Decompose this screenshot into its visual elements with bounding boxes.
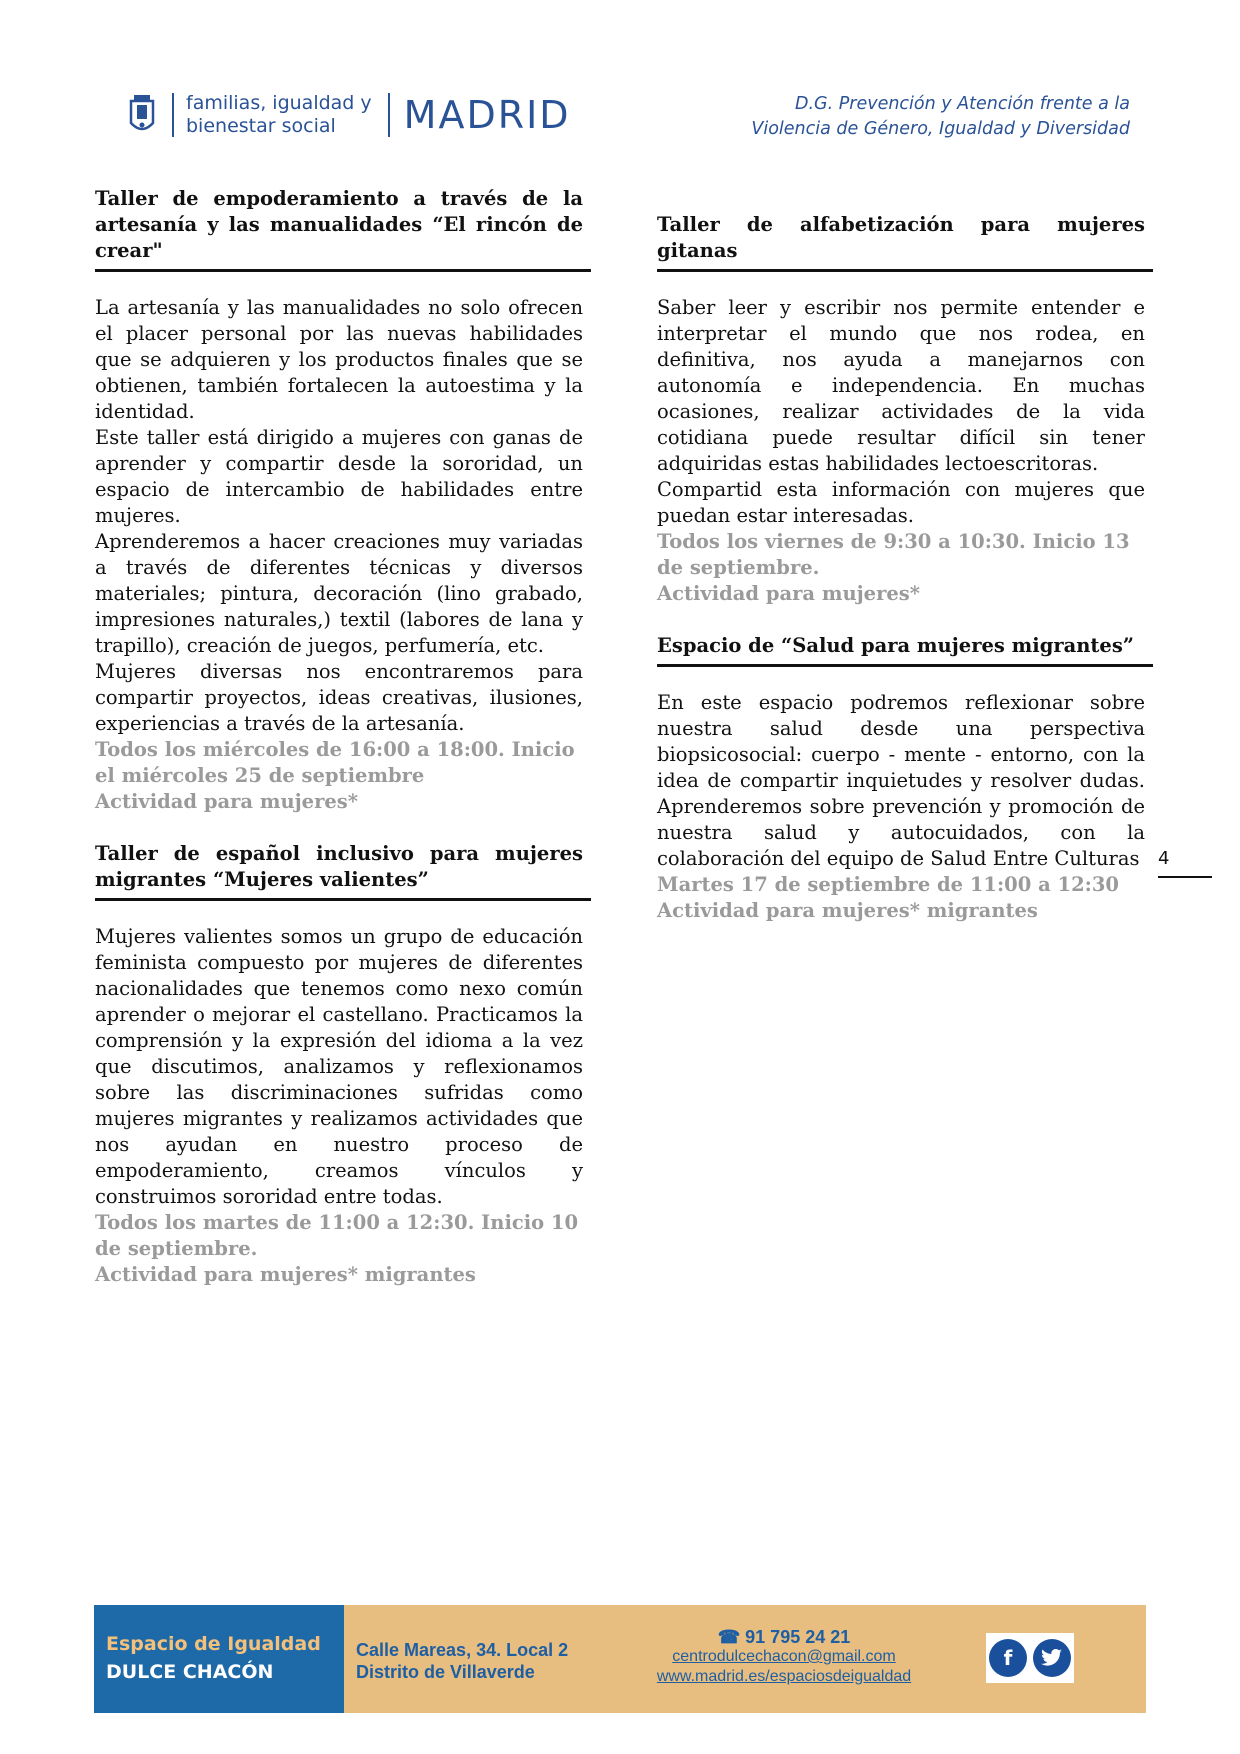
phone-text: 91 795 24 21 <box>745 1627 851 1647</box>
section-salud <box>657 633 1145 924</box>
paragraph: Compartid esta información con mujeres que puedan estar interesadas. <box>657 478 1145 527</box>
madrid-logo <box>128 92 571 138</box>
audience-text: Actividad para mujeres* migrantes <box>657 899 1038 922</box>
email-link[interactable]: centrodulcechacon@gmail.com <box>672 1648 896 1665</box>
spacer <box>657 607 1145 633</box>
directorate-name <box>751 92 1130 142</box>
paragraph: Saber leer y escribir nos permite entender e interpretar el mundo que nos rodea, en definitiva, nos ayuda a manejarnos con autonomía e independencia. En muchas ocasiones, realizar actividades de la vida cotidiana puede resultar difícil sin tener adquiridas estas habilidades lectoescritoras. <box>657 296 1145 475</box>
paragraph: La artesanía y las manualidades no solo ofrecen el placer personal por las nuevas habilidades que se adquieren y los productos finales que se obtienen, también fortalecen la autoestima y la identidad. <box>95 296 583 423</box>
phone-number <box>634 1627 934 1647</box>
page-number: 4 <box>1158 848 1170 869</box>
footer-contact <box>634 1627 934 1687</box>
madrid-seal-icon <box>128 93 156 137</box>
city-name: MADRID <box>403 93 571 137</box>
address-line-1: Calle Mareas, 34. Local 2 <box>356 1640 569 1660</box>
directorate-line-2: Violencia de Género, Igualdad y Diversidad <box>751 119 1130 139</box>
social-links <box>986 1633 1074 1683</box>
logo-divider <box>388 93 390 137</box>
title-rule <box>95 269 591 272</box>
section-artesania <box>95 186 583 815</box>
address-line-2: Distrito de Villaverde <box>356 1662 535 1682</box>
footer-address <box>356 1639 568 1683</box>
schedule-text: Todos los miércoles de 16:00 a 18:00. Inicio el miércoles 25 de septiembre <box>95 738 575 787</box>
department-line-2: bienestar social <box>186 115 336 137</box>
audience-text: Actividad para mujeres* migrantes <box>95 1263 476 1286</box>
department-line-1: familias, igualdad y <box>186 92 372 114</box>
schedule-text: Todos los viernes de 9:30 a 10:30. Inicio 13 de septiembre. <box>657 530 1130 579</box>
schedule-text: Todos los martes de 11:00 a 12:30. Inicio 10 de septiembre. <box>95 1211 579 1260</box>
section-alfabetizacion <box>657 186 1145 607</box>
spacer <box>95 815 583 841</box>
twitter-icon[interactable] <box>1033 1639 1071 1677</box>
paragraph: Aprenderemos a hacer creaciones muy variadas a través de diferentes técnicas y diversos materiales; pintura, decoración (lino grabado, impresiones naturales,) textil (labores de lana y trapillo), creación de juegos, perfumería, etc. <box>95 530 583 657</box>
footer-brand <box>94 1605 344 1713</box>
directorate-line-1: D.G. Prevención y Atención frente a la <box>794 94 1130 114</box>
footer <box>94 1605 1146 1713</box>
brand-line-2: DULCE CHACÓN <box>106 1661 274 1683</box>
section-title: Taller de alfabetización para mujeres gitanas <box>657 213 1145 262</box>
right-column <box>657 186 1145 924</box>
brand-line-1: Espacio de Igualdad <box>106 1633 321 1655</box>
schedule-text: Martes 17 de septiembre de 11:00 a 12:30 <box>657 873 1119 896</box>
paragraph: Este taller está dirigido a mujeres con ganas de aprender y compartir desde la sororidad, un espacio de intercambio de habilidades entre mujeres. <box>95 426 583 527</box>
section-title: Taller de español inclusivo para mujeres migrantes “Mujeres valientes” <box>95 842 583 891</box>
logo-divider <box>172 93 174 137</box>
audience-text: Actividad para mujeres* <box>657 582 920 605</box>
section-espanol <box>95 841 583 1288</box>
section-title: Taller de empoderamiento a través de la artesanía y las manualidades “El rincón de crear" <box>95 187 583 262</box>
paragraph: Mujeres valientes somos un grupo de educación feminista compuesto por mujeres de diferentes nacionalidades que tenemos como nexo común aprender o mejorar el castellano. Practicamos la comprensión y la expresión del idioma a la vez que discutimos, analizamos y reflexionamos sobre las discriminaciones sufridas como mujeres migrantes y realizamos actividades que nos ayudan en nuestro proceso de empoderamiento, creamos vínculos y construimos sororidad entre todas. <box>95 925 583 1208</box>
paragraph: En este espacio podremos reflexionar sobre nuestra salud desde una perspectiva biopsicosocial: cuerpo - mente - entorno, con la idea de compartir inquietudes y resolver dudas. Aprenderemos sobre prevención y promoción de nuestra salud y autocuidados, con la colaboración del equipo de Salud Entre Culturas <box>657 691 1145 870</box>
left-column <box>95 186 583 1288</box>
audience-text: Actividad para mujeres* <box>95 790 358 813</box>
website-link[interactable]: www.madrid.es/espaciosdeigualdad <box>656 1668 912 1685</box>
page-number-rule <box>1158 876 1212 878</box>
section-title: Espacio de “Salud para mujeres migrantes” <box>657 634 1135 657</box>
phone-icon: ☎ <box>717 1627 741 1647</box>
paragraph: Mujeres diversas nos encontraremos para compartir proyectos, ideas creativas, ilusiones, experiencias a través de la artesanía. <box>95 660 583 735</box>
title-rule <box>657 664 1153 667</box>
title-rule <box>95 898 591 901</box>
title-rule <box>657 269 1153 272</box>
facebook-icon[interactable]: f <box>989 1639 1027 1677</box>
department-name <box>186 92 372 138</box>
